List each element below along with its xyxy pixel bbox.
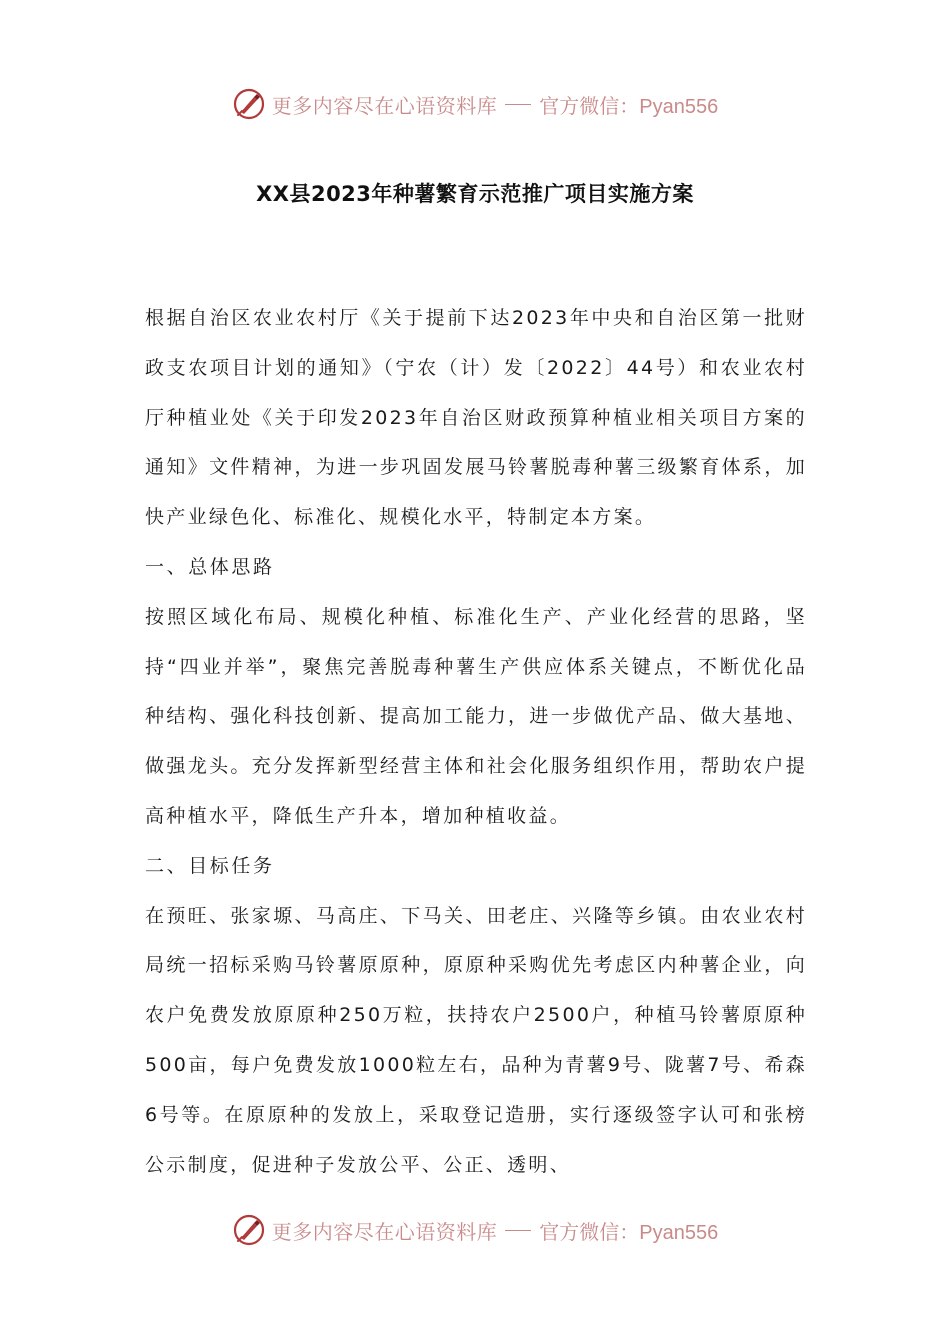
- watermark-contact-label: 官方微信：: [539, 93, 640, 118]
- section-heading-overall-approach: 一、总体思路: [145, 555, 275, 578]
- pen-logo-icon: [232, 87, 266, 121]
- paragraph-overall-approach: 按照区域化布局、规模化种植、标准化生产、产业化经营的思路，坚持“四业并举”，聚焦完善脱毒种薯生产供应体系关键点，不断优化品种结构、强化科技创新、提高加工能力，进一步做优产品、做大基地、做强龙头。充分发挥新型经营主体和社会化服务组织作用，帮助农户提高种植水平，降低生产升本，增加种植收益。: [145, 605, 807, 827]
- watermark-contact: [539, 90, 718, 119]
- watermark-contact-label: 官方微信：: [539, 1219, 640, 1244]
- paragraph-intro: 根据自治区农业农村厅《关于提前下达2023年中央和自治区第一批财政支农项目计划的通知》（宁农（计）发〔2022〕44号）和农业农村厅种植业处《关于印发2023年自治区财政预算种植业相关项目方案的通知》文件精神，为进一步巩固发展马铃薯脱毒种薯三级繁育体系，加快产业绿色化、标准化、规模化水平，特制定本方案。: [145, 307, 807, 529]
- watermark-contact: [539, 1216, 718, 1245]
- document-body: [145, 294, 807, 1190]
- section-heading-goals-tasks: 二、目标任务: [145, 854, 275, 877]
- watermark-contact-id: Pyan556: [639, 1221, 719, 1244]
- watermark-separator: [505, 1230, 531, 1231]
- watermark-bottom: [0, 1210, 950, 1250]
- paragraph-goals-tasks: 在预旺、张家塬、马高庄、下马关、田老庄、兴隆等乡镇。由农业农村局统一招标采购马铃薯原原种，原原种采购优先考虑区内种薯企业，向农户免费发放原原种250万粒，扶持农户2500户，种植马铃薯原原种500亩，每户免费发放1000粒左右，品种为青薯9号、陇薯7号、希森6号等。在原原种的发放上，采取登记造册，实行逐级签字认可和张榜公示制度，促进种子发放公平、公正、透明、: [145, 904, 807, 1176]
- watermark-text: 更多内容尽在心语资料库: [271, 1219, 498, 1244]
- watermark-separator: [505, 104, 531, 105]
- document-title: XX县2023年种薯繁育示范推广项目实施方案: [256, 182, 694, 206]
- watermark-text: 更多内容尽在心语资料库: [271, 93, 498, 118]
- watermark-top: [0, 84, 950, 124]
- pen-logo-icon: [232, 1213, 266, 1247]
- watermark-contact-id: Pyan556: [639, 95, 719, 118]
